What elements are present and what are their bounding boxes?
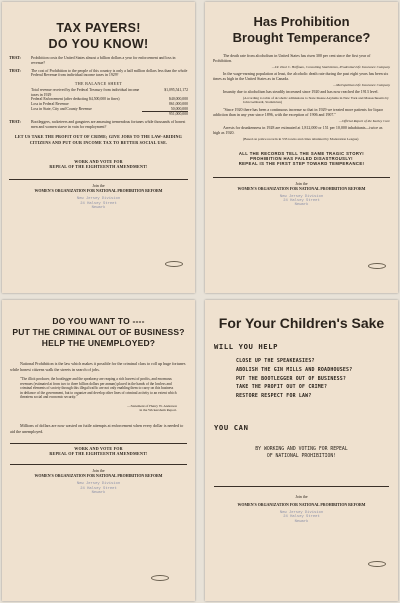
citation: —Official Report of the Keeley Cure bbox=[338, 118, 390, 123]
join-label: Join the bbox=[92, 469, 105, 474]
flyer-title: For Your Children's Sake bbox=[218, 315, 385, 331]
you-can-heading: YOU CAN bbox=[214, 422, 249, 432]
repeal-text: REPEAL OF THE EIGHTEENTH AMENDMENT! bbox=[49, 163, 148, 169]
union-label-icon bbox=[368, 561, 386, 567]
balance-row: Loss in Federal Revenue 861,000,000 bbox=[31, 101, 188, 106]
flyer-tax-payers bbox=[2, 2, 195, 293]
balance-row: Federal Enforcement (after deducting $4,500,000 in fines) $40,000,000 bbox=[31, 97, 188, 102]
organization-name: WOMEN'S ORGANIZATION FOR NATIONAL PROHIBITION REFORM bbox=[237, 502, 366, 507]
join-label: Join the bbox=[295, 181, 308, 186]
join-label: Join the bbox=[295, 494, 308, 499]
flyer-temperance bbox=[205, 2, 398, 293]
statistic-paragraph: "Since 1920 there has been a continuous increase so that in 1929 we treated more patients for liquor addiction than in any year since 1896, with the exception of 1906 and 1907." bbox=[213, 106, 383, 117]
division-stamp: New Jersey Division 24 Halsey Street Newark bbox=[76, 482, 121, 496]
repeal-statement: BY WORKING AND VOTING FOR REPEAL OF NATIONAL PROHIBITION! bbox=[255, 446, 348, 459]
flyer-title: Has Prohibition Brought Temperance? bbox=[232, 14, 371, 45]
flyer-criminal bbox=[2, 300, 195, 601]
balance-total: 951,000,000 bbox=[169, 112, 188, 117]
flyer-childrens-sake bbox=[205, 300, 398, 601]
quote-citation: —Statement of Henry W. Anderson in the Wickersham Report. bbox=[127, 403, 177, 413]
divider bbox=[10, 464, 187, 465]
divider bbox=[213, 177, 390, 178]
division-stamp: New Jersey Division 24 Halsey Street Newark bbox=[279, 510, 324, 524]
work-vote-text: WORK AND VOTE FOR bbox=[74, 158, 123, 164]
flyer-title: DO YOU WANT TO ---- PUT THE CRIMINAL OUT OF BUSINESS? HELP THE UNEMPLOYED? bbox=[12, 316, 185, 348]
division-stamp: New Jersey Division 24 Halsey Street Newark bbox=[279, 194, 324, 208]
balance-row: Loss in State, City and County Revenue 50,000,000 bbox=[31, 106, 188, 111]
divider bbox=[214, 486, 389, 487]
records-line: PROHIBITION HAS FAILED DISASTROUSLY! bbox=[250, 156, 353, 162]
organization-name: WOMEN'S ORGANIZATION FOR NATIONAL PROHIBITION REFORM bbox=[237, 186, 366, 191]
will-you-help-heading: WILL YOU HELP bbox=[214, 342, 279, 351]
wickersham-quote: "The illicit producer, the bootlegger and the speakeasy are reaping a rich harvest of profits, and enormous revenues (estimated at from two to three billion dollars per annum) placed in the hands of the lawless and criminal elements of society through this illegal traffic are not only enabling them to carry on this business in defiance of the government, but to organize and develop other lines of criminal activity to an extent which threatens social and economic security." bbox=[20, 377, 177, 400]
statistic-paragraph: Arrests for drunkenness in 1928 are estimated at 1,812,000 or 151 per 10,000 inhabitants—twice as high as 1920. bbox=[213, 124, 383, 135]
union-label-icon bbox=[151, 575, 169, 581]
work-vote-text: WORK AND VOTE FOR bbox=[74, 445, 123, 451]
statistic-paragraph: Insanity due to alcoholism has steadily increased since 1920 and has now reached the 1913 level. bbox=[223, 89, 379, 95]
question-item: CLOSE UP THE SPEAKEASIES? bbox=[236, 358, 315, 364]
statistic-paragraph: The death rate from alcoholism in United States has risen 300 per cent since the first year of Prohibition. bbox=[213, 53, 371, 63]
citation: —Dr. Paul C. Hoffman, Consulting Statistician, Prudential Life Insurance Company bbox=[271, 64, 390, 69]
that-item: THAT: The cost of Prohibition to the people of this country is only a half million dollars less than the whole Federal Revenue from individual income taxes in 1929? bbox=[9, 68, 188, 78]
balance-sheet-title: THE BALANCE SHEET bbox=[74, 81, 123, 87]
question-list bbox=[214, 357, 389, 401]
records-line: ALL THE RECORDS TELL THE SAME TRAGIC STORY! bbox=[238, 150, 365, 156]
question-item: RESTORE RESPECT FOR LAW? bbox=[236, 393, 312, 400]
divider bbox=[10, 443, 187, 444]
flyer-title: TAX PAYERS! DO YOU KNOW! bbox=[48, 21, 149, 51]
organization-name: WOMEN'S ORGANIZATION FOR NATIONAL PROHIBITION REFORM bbox=[34, 474, 163, 479]
body-paragraph: Millions of dollars are now wasted on futile attempts at enforcement when every dollar is needed to aid the unemployed. bbox=[10, 422, 184, 434]
question-item: PUT THE BOOTLEGGER OUT OF BUSINESS? bbox=[236, 375, 347, 382]
division-stamp: New Jersey Division 24 Halsey Street Newark bbox=[76, 197, 121, 210]
organization-name: WOMEN'S ORGANIZATION FOR NATIONAL PROHIBITION REFORM bbox=[34, 189, 163, 194]
question-item: TAKE THE PROFIT OUT OF CRIME? bbox=[236, 384, 328, 391]
that-item: THAT: Prohibition costs the United States almost a billion dollars a year for enforcement and loss in revenue? bbox=[9, 56, 176, 65]
citation: (Based on police records in 533 towns and cities tabulated by Moderation League) bbox=[243, 136, 359, 141]
union-label-icon bbox=[368, 263, 386, 269]
question-item: ABOLISH THE GIN MILLS AND ROADHOUSES? bbox=[236, 366, 353, 373]
citation: (According to table of alcoholic admissions to State Insane Asylums in New York and Massachusetts by John Gebhardt, Statistician) bbox=[243, 96, 389, 105]
repeal-text: REPEAL OF THE EIGHTEENTH AMENDMENT! bbox=[49, 451, 148, 457]
records-line: REPEAL IS THE FIRST STEP TOWARD TEMPERANCE! bbox=[238, 161, 365, 167]
divider bbox=[9, 179, 188, 180]
appeal-text: LET US TAKE THE PROFIT OUT OF CRIME; GIVE JOBS TO THE LAW-ABIDING CITIZENS AND PUT OUR INCOME TAX TO BETTER SOCIAL USE. bbox=[14, 134, 183, 145]
that-item: THAT: Bootleggers, racketeers and gangsters are amassing tremendous fortunes while thousands of honest men and women starve in vain for employment? bbox=[9, 119, 186, 129]
union-label-icon bbox=[165, 261, 183, 267]
join-label: Join the bbox=[92, 184, 105, 189]
balance-row: Total revenue received by the Federal Treasury from individual income taxes in 1929 $1,095,541,172 bbox=[31, 88, 188, 97]
statistic-paragraph: In the wage-earning population at least, the alcoholic death rate during the past eight years has been six times as high in the United States as in Canada. bbox=[213, 71, 389, 82]
body-paragraph: National Prohibition is the law which makes it possible for the criminal class to roll up huge fortunes while honest citizens walk the streets in search of jobs. bbox=[10, 361, 186, 373]
citation: —Metropolitan Life Insurance Company bbox=[333, 82, 390, 87]
